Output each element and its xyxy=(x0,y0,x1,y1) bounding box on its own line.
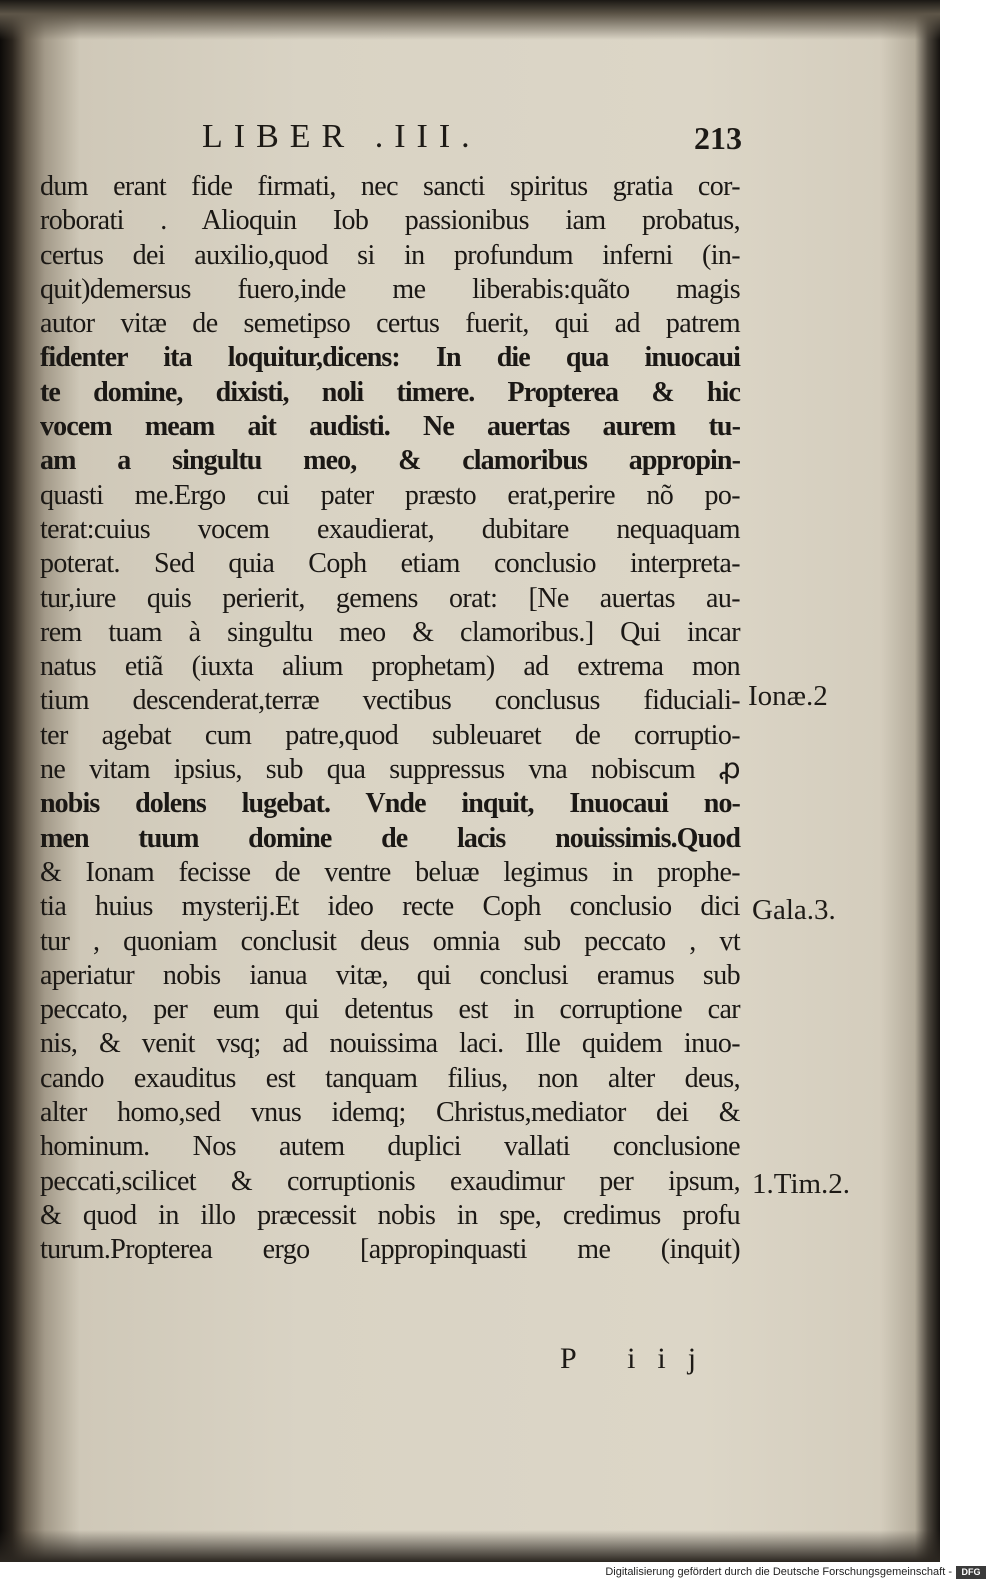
text-line: dum erant fide firmati, nec sancti spiritus gratia cor- xyxy=(40,171,740,202)
text-line: peccati,scilicet & corruptionis exaudimur per ipsum, xyxy=(40,1165,740,1197)
text-line: nis, & venit vsq; ad nouissima laci. Ille quidem inuo- xyxy=(40,1028,740,1060)
text-line: poterat. Sed quia Coph etiam conclusio interpreta- xyxy=(40,548,740,580)
text-line: autor vitæ de semetipso certus fuerit, qui ad patrem xyxy=(40,308,740,340)
text-line: & quod in illo præcessit nobis in spe, credimus profu xyxy=(40,1199,740,1231)
text-line: terat:cuius vocem exaudierat, dubitare nequaquam xyxy=(40,513,740,545)
body-text xyxy=(40,170,740,1268)
signature-mark: P iij xyxy=(560,1342,719,1375)
text-line: roborati . Alioquin Iob passionibus iam probatus, xyxy=(40,205,740,237)
margin-note-ionae: Ionæ.2 xyxy=(748,680,828,712)
margin-note-gala: Gala.3. xyxy=(752,894,836,926)
text-line: fidenter ita loquitur,dicens: In die qua inuocaui xyxy=(40,342,740,374)
text-line: certus dei auxilio,quod si in profundum inferni (in- xyxy=(40,239,740,271)
text-line: quit)demersus fuero,inde me liberabis:quãto magis xyxy=(40,273,740,305)
text-line: alter homo,sed vnus idemq; Christus,mediator dei & xyxy=(40,1097,740,1129)
text-line: nobis dolens lugebat. Vnde inquit, Inuocaui no- xyxy=(40,788,740,820)
text-line: ter agebat cum patre,quod subleuaret de corruptio- xyxy=(40,719,740,751)
text-line: rem tuam à singultu meo & clamoribus.] Qui incar xyxy=(40,616,740,648)
page-bottom-shadow xyxy=(0,1530,940,1562)
dfg-logo: DFG xyxy=(956,1566,986,1579)
text-line: tia huius mysterij.Et ideo recte Coph conclusio dici xyxy=(40,891,740,923)
margin-note-tim: 1.Tim.2. xyxy=(752,1168,851,1200)
page-header xyxy=(202,118,742,158)
text-line: ne vitam ipsius, sub qua suppressus vna nobiscum ꝓ xyxy=(40,754,740,786)
funding-credit: Digitalisierung gefördert durch die Deutsche Forschungsgemeinschaft - xyxy=(605,1566,952,1578)
text-line: tium descenderat,terræ vectibus conclusus fiduciali- xyxy=(40,685,740,717)
text-line: tur , quoniam conclusit deus omnia sub peccato , vt xyxy=(40,925,740,957)
text-line: aperiatur nobis ianua vitæ, qui conclusi eramus sub xyxy=(40,959,740,991)
text-line: am a singultu meo, & clamoribus appropin- xyxy=(40,445,740,477)
footer-bar xyxy=(0,1562,1000,1582)
text-line: vocem meam ait audisti. Ne auertas aurem tu- xyxy=(40,411,740,443)
text-line: tur,iure quis perierit, gemens orat: [Ne auertas au- xyxy=(40,582,740,614)
text-line: & Ionam fecisse de ventre beluæ legimus in prophe- xyxy=(40,856,740,888)
text-line: turum.Propterea ergo [appropinquasti me (inquit) xyxy=(40,1234,740,1266)
text-line: cando exauditus est tanquam filius, non alter deus, xyxy=(40,1062,740,1094)
text-line: men tuum domine de lacis nouissimis.Quod xyxy=(40,822,740,854)
text-line: quasti me.Ergo cui pater præsto erat,perire nõ po- xyxy=(40,479,740,511)
text-line: hominum. Nos autem duplici vallati conclusione xyxy=(40,1131,740,1163)
text-line: te domine, dixisti, noli timere. Propterea & hic xyxy=(40,376,740,408)
text-line: natus etiã (iuxta alium prophetam) ad extrema mon xyxy=(40,651,740,683)
page-top-shadow xyxy=(0,0,940,40)
running-head: LIBER .III. xyxy=(202,118,481,155)
page-number: 213 xyxy=(694,120,742,156)
text-line: peccato, per eum qui detentus est in corruptione car xyxy=(40,994,740,1026)
